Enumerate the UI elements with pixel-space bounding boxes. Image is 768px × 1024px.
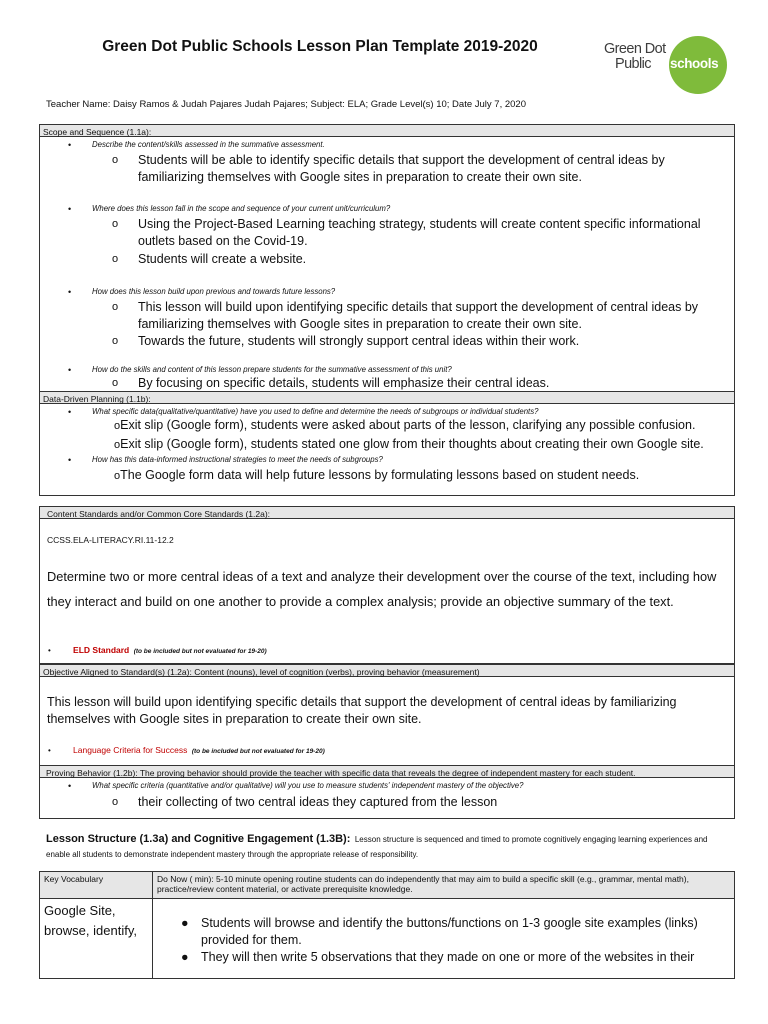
- proving-q: • What specific criteria (quantitative and/or qualitative) will you use to measure students' independent mastery of the objective?: [92, 781, 523, 790]
- data-driven-section: [39, 391, 735, 496]
- table-row: [40, 899, 735, 979]
- scope-a1: o Students will be able to identify specific details that support the development of central ideas by familiarizing themselves with Google sites in preparation to create their own site.: [112, 153, 665, 184]
- scope-section: [39, 124, 735, 392]
- scope-a3a: o This lesson will build upon identifying specific details that support the development of central ideas by familiarizing themselves with Google sites in preparation to create their own site.: [112, 300, 699, 331]
- scope-q3: • How does this lesson build upon previous and towards future lessons?: [92, 287, 335, 296]
- objective-text: This lesson will build upon identifying specific details that support the development of central ideas by familiarizing themselves with Google sites in preparation to create their own site.: [47, 695, 677, 726]
- data-driven-a1b: oExit slip (Google form), students stated one glow from their thoughts about creating their own Google site.: [114, 437, 704, 451]
- do-now-bullet-2: ● They will then write 5 observations that they made on one or more of the websites in their: [181, 950, 695, 964]
- objective-header: Objective Aligned to Standard(s) (1.2a): Content (nouns), level of cognition (verbs), proving behavior (measurement): [40, 665, 734, 677]
- scope-a2b: o Students will create a website.: [112, 252, 307, 266]
- do-now-cell: [153, 899, 735, 979]
- lesson-structure-table: [39, 871, 735, 979]
- scope-q2: • Where does this lesson fall in the scope and sequence of your current unit/curriculum?: [92, 204, 390, 213]
- scope-a2a: o Using the Project-Based Learning teaching strategy, students will create content specific informational outlets based on the Covid-19.: [112, 217, 701, 248]
- standards-text: Determine two or more central ideas of a text and analyze their development over the course of the text, including how they interact and build on one another to provide a complex analysis; provide an objective summary of the text.: [47, 569, 717, 609]
- page-title: Green Dot Public Schools Lesson Plan Template 2019-2020: [102, 38, 538, 55]
- standards-code: CCSS.ELA-LITERACY.RI.11-12.2: [47, 535, 174, 545]
- proving-header: Proving Behavior (1.2b): The proving behavior should provide the teacher with specific data that reveals the degree of independent mastery for each student.: [40, 766, 734, 778]
- lesson-structure-heading: Lesson Structure (1.3a) and Cognitive Engagement (1.3B): Lesson structure is sequenced and timed to promote cognitively engaging learning experiences and enable all students to demonstrate independent mastery through the appropriate release of responsibility.: [46, 833, 708, 859]
- scope-a4: o By focusing on specific details, students will emphasize their central ideas.: [112, 376, 550, 390]
- data-driven-q1: • What specific data(qualitative/quantitative) have you used to define and determine the needs of subgroups or individual students?: [92, 407, 538, 416]
- eld-standard: • ELD Standard (to be included but not evaluated for 19-20): [48, 645, 267, 655]
- logo-line1: Green Dot: [604, 41, 666, 57]
- data-driven-a2: oThe Google form data will help future lessons by formulating lessons based on student needs.: [114, 468, 640, 482]
- data-driven-q2: • How has this data-informed instructional strategies to meet the needs of subgroups?: [92, 455, 383, 464]
- teacher-line: Teacher Name: Daisy Ramos & Judah Pajares Judah Pajares; Subject: ELA; Grade Level(s) 10; Date July 7, 2020: [46, 99, 526, 110]
- proving-section: [39, 765, 735, 819]
- key-vocab-header: Key Vocabulary: [40, 872, 153, 899]
- logo-schools-text: schools: [670, 56, 719, 71]
- do-now-bullet-1: ● Students will browse and identify the buttons/functions on 1-3 google site examples (links) provided for them.: [181, 916, 698, 947]
- objective-section: [39, 664, 735, 766]
- standards-section: [39, 506, 735, 664]
- do-now-header: Do Now ( min): 5-10 minute opening routine students can do independently that may aim to build a specific skill (e.g., grammar, mental math), practice/review content material, or activate prerequisite knowledge.: [153, 872, 735, 899]
- logo: [604, 42, 666, 72]
- scope-q4: • How do the skills and content of this lesson prepare students for the summative assessment of this unit?: [92, 365, 452, 374]
- scope-q1: • Describe the content/skills assessed in the summative assessment.: [92, 140, 325, 149]
- standards-header: Content Standards and/or Common Core Standards (1.2a):: [40, 507, 734, 519]
- language-criteria: • Language Criteria for Success (to be included but not evaluated for 19-20): [48, 745, 325, 755]
- vocab-cell: Google Site, browse, identify,: [40, 899, 153, 979]
- scope-header: Scope and Sequence (1.1a):: [40, 125, 734, 137]
- logo-line2: Public: [615, 56, 651, 72]
- scope-a3b: o Towards the future, students will strongly support central ideas within their work.: [112, 334, 580, 348]
- proving-a: o their collecting of two central ideas they captured from the lesson: [112, 795, 498, 809]
- table-header-row: [40, 872, 735, 899]
- data-driven-header: Data-Driven Planning (1.1b):: [40, 392, 734, 404]
- data-driven-a1a: oExit slip (Google form), students were asked about parts of the lesson, clarifying any possible confusion.: [114, 418, 696, 432]
